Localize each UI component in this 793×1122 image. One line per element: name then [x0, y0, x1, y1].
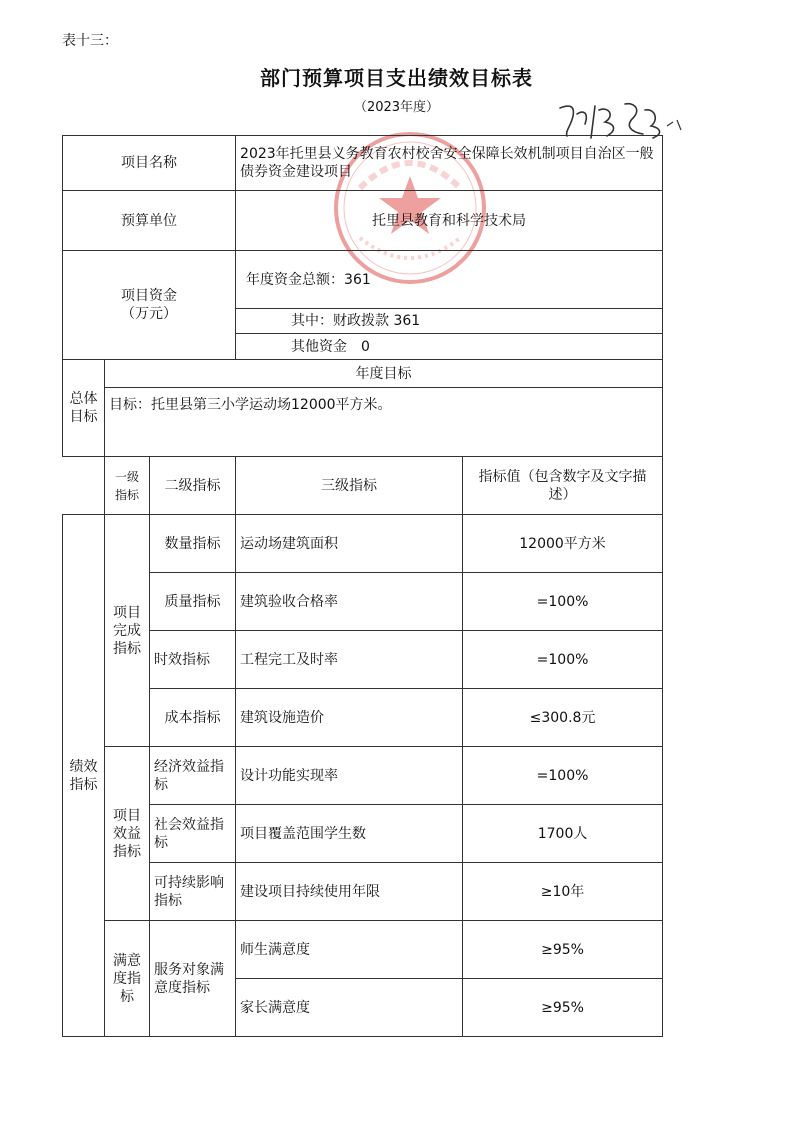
table-row	[63, 515, 663, 573]
value-cell: ≥95%	[463, 979, 663, 1037]
level3-cell: 师生满意度	[236, 921, 463, 979]
table-row	[63, 921, 663, 979]
table-row	[63, 747, 663, 805]
level2-cell: 社会效益指标	[150, 805, 236, 863]
value-cell: ≥95%	[463, 921, 663, 979]
level2-cell: 经济效益指标	[150, 747, 236, 805]
value-cell: ≤300.8元	[463, 689, 663, 747]
value-cell: =100%	[463, 747, 663, 805]
value-cell: 1700人	[463, 805, 663, 863]
level3-cell: 项目覆盖范围学生数	[236, 805, 463, 863]
level3-cell: 建筑设施造价	[236, 689, 463, 747]
overall-goal-text: 目标：托里县第三小学运动场12000平方米。	[105, 388, 663, 457]
level2-cell: 时效指标	[150, 631, 236, 689]
project-name-row	[63, 136, 663, 191]
fund-label: 项目资金	[121, 288, 178, 304]
overall-target-label: 总体目标	[63, 360, 105, 457]
project-fund-label	[63, 251, 236, 360]
overall-header-row	[63, 360, 663, 388]
value-cell: ≥10年	[463, 863, 663, 921]
level2-cell: 成本指标	[150, 689, 236, 747]
level3-cell: 建设项目持续使用年限	[236, 863, 463, 921]
value-cell: =100%	[463, 631, 663, 689]
service-satisfaction-label: 服务对象满意度指标	[150, 921, 236, 1037]
level3-cell: 工程完工及时率	[236, 631, 463, 689]
value-cell: =100%	[463, 573, 663, 631]
budget-unit-value: 托里县教育和科学技术局	[236, 191, 663, 251]
col-value: 指标值（包含数字及文字描述）	[463, 457, 663, 515]
performance-indicator-label: 绩效指标	[63, 515, 105, 1037]
col-level1: 一级指标	[105, 457, 150, 515]
table-row	[63, 689, 663, 747]
table-row	[63, 805, 663, 863]
value-cell: 12000平方米	[463, 515, 663, 573]
table-row	[63, 631, 663, 689]
table-row	[63, 863, 663, 921]
level2-cell: 可持续影响指标	[150, 863, 236, 921]
project-name-label: 项目名称	[63, 136, 236, 191]
satisfaction-indicator-label: 满意度指标	[105, 921, 150, 1037]
annual-target-label: 年度目标	[105, 360, 663, 388]
fund-unit: （万元）	[121, 306, 178, 322]
overall-goal-row	[63, 388, 663, 457]
level3-cell: 建筑验收合格率	[236, 573, 463, 631]
budget-unit-row	[63, 191, 663, 251]
year-subtitle: （2023年度）	[353, 100, 440, 115]
blank-cell	[63, 457, 105, 515]
table-row	[63, 573, 663, 631]
fund-total: 年度资金总额：361	[236, 251, 663, 309]
fund-other: 其他资金 0	[236, 334, 663, 360]
level2-cell: 数量指标	[150, 515, 236, 573]
level3-cell: 设计功能实现率	[236, 747, 463, 805]
performance-target-table	[62, 135, 663, 1037]
column-header-row	[63, 457, 663, 515]
col-level2: 二级指标	[150, 457, 236, 515]
level3-cell: 家长满意度	[236, 979, 463, 1037]
level3-cell: 运动场建筑面积	[236, 515, 463, 573]
page-title: 部门预算项目支出绩效目标表	[260, 66, 533, 90]
level2-cell: 质量指标	[150, 573, 236, 631]
project-name-value: 2023年托里县义务教育农村校舍安全保障长效机制项目自治区一般债券资金建设项目	[236, 136, 663, 191]
col-level3: 三级指标	[236, 457, 463, 515]
budget-unit-label: 预算单位	[63, 191, 236, 251]
table-number: 表十三：	[62, 33, 118, 49]
fund-fiscal: 其中：财政拨款 361	[236, 309, 663, 334]
benefit-indicator-label: 项目效益指标	[105, 747, 150, 921]
completion-indicator-label: 项目完成指标	[105, 515, 150, 747]
fund-total-row	[63, 251, 663, 309]
